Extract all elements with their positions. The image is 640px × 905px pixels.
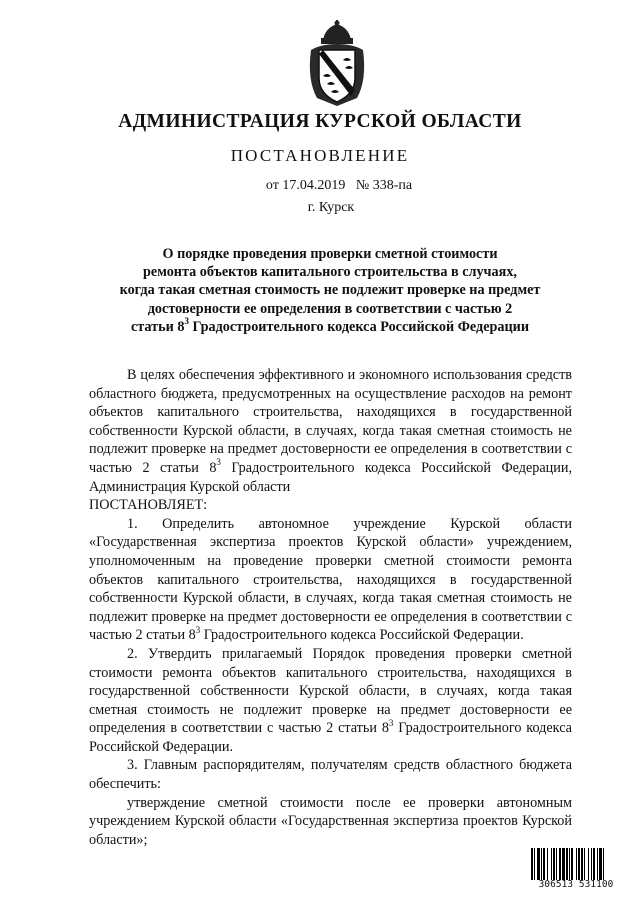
item-3-subparagraph: утверждение сметной стоимости после ее проверки автономным учреждением Курской области «Государственная экспертиза проектов Курской области»;	[89, 794, 572, 848]
document-body	[89, 366, 572, 849]
document-type: ПОСТАНОВЛЕНИЕ	[230, 146, 410, 165]
paragraph-text: 1. Определить автономное учреждение Курской области «Государственная экспертиза проектов Курской области» учреждением, уполномоченным на проведение проверки сметной стоимости ремонта объектов капитального строительства, находящихся в государственной собственности Курской области, в случаях, когда такая сметная стоимость не подлежит проверке на предмет достоверности ее определения в соответствии с частью 2 статьи 8	[89, 515, 572, 644]
item-3-paragraph: 3. Главным распорядителям, получателям средств областного бюджета обеспечить:	[89, 757, 572, 793]
item-2-paragraph	[89, 645, 572, 757]
subject-line: достоверности ее определения в соответствии с частью 2	[147, 300, 513, 317]
barcode	[530, 848, 622, 892]
document-city: г. Курск	[307, 200, 355, 215]
subject-text: Градостроительного кодекса Российской Федерации	[188, 318, 529, 335]
subject-line: О порядке проведения проверки сметной стоимости	[162, 246, 498, 262]
coat-of-arms-icon	[303, 20, 371, 108]
paragraph-text: В целях обеспечения эффективного и экономного использования средств областного бюджета, предусмотренных на осуществление расходов на ремонт объектов капитального строительства, находящихся в государственной собственности Курской области, в случаях, когда такая сметная стоимость не подлежит проверке на предмет достоверности ее определения в соответствии с частью 2 статьи 8	[89, 367, 572, 476]
paragraph-text: 2. Утвердить прилагаемый Порядок проведения проверки сметной стоимости ремонта объектов капитального строительства, находящихся в государственной собственности Курской области, в случаях, когда такая сметная стоимость не подлежит проверке на предмет достоверности ее определения в соответствии с частью 2 статьи 8	[89, 645, 572, 737]
superscript: 3	[388, 717, 394, 728]
paragraph-text: Градостроительного кодекса Российской Федерации, Администрация Курской области	[89, 459, 572, 495]
subject-line: ремонта объектов капитального строительства в случаях,	[143, 264, 517, 281]
superscript: 3	[195, 624, 201, 635]
superscript: 3	[184, 316, 189, 327]
paragraph-text: Градостроительного кодекса Российской Федерации.	[89, 720, 572, 755]
document-date-number: от 17.04.2019 № 338-па	[265, 178, 413, 193]
subject-line	[80, 318, 580, 336]
organization-title: АДМИНИСТРАЦИЯ КУРСКОЙ ОБЛАСТИ	[118, 111, 522, 132]
superscript: 3	[216, 457, 221, 468]
paragraph-text: Градостроительного кодекса Российской Федерации.	[200, 627, 524, 644]
document-subject	[80, 245, 580, 336]
subject-line: когда такая сметная стоимость не подлежит проверке на предмет	[119, 282, 541, 299]
item-1-paragraph	[89, 515, 572, 645]
preamble-paragraph	[89, 366, 572, 496]
subject-text: статьи 8	[130, 318, 185, 335]
barcode-number: 306513 531100	[530, 880, 622, 890]
resolves-heading: ПОСТАНОВЛЯЕТ:	[89, 497, 208, 514]
